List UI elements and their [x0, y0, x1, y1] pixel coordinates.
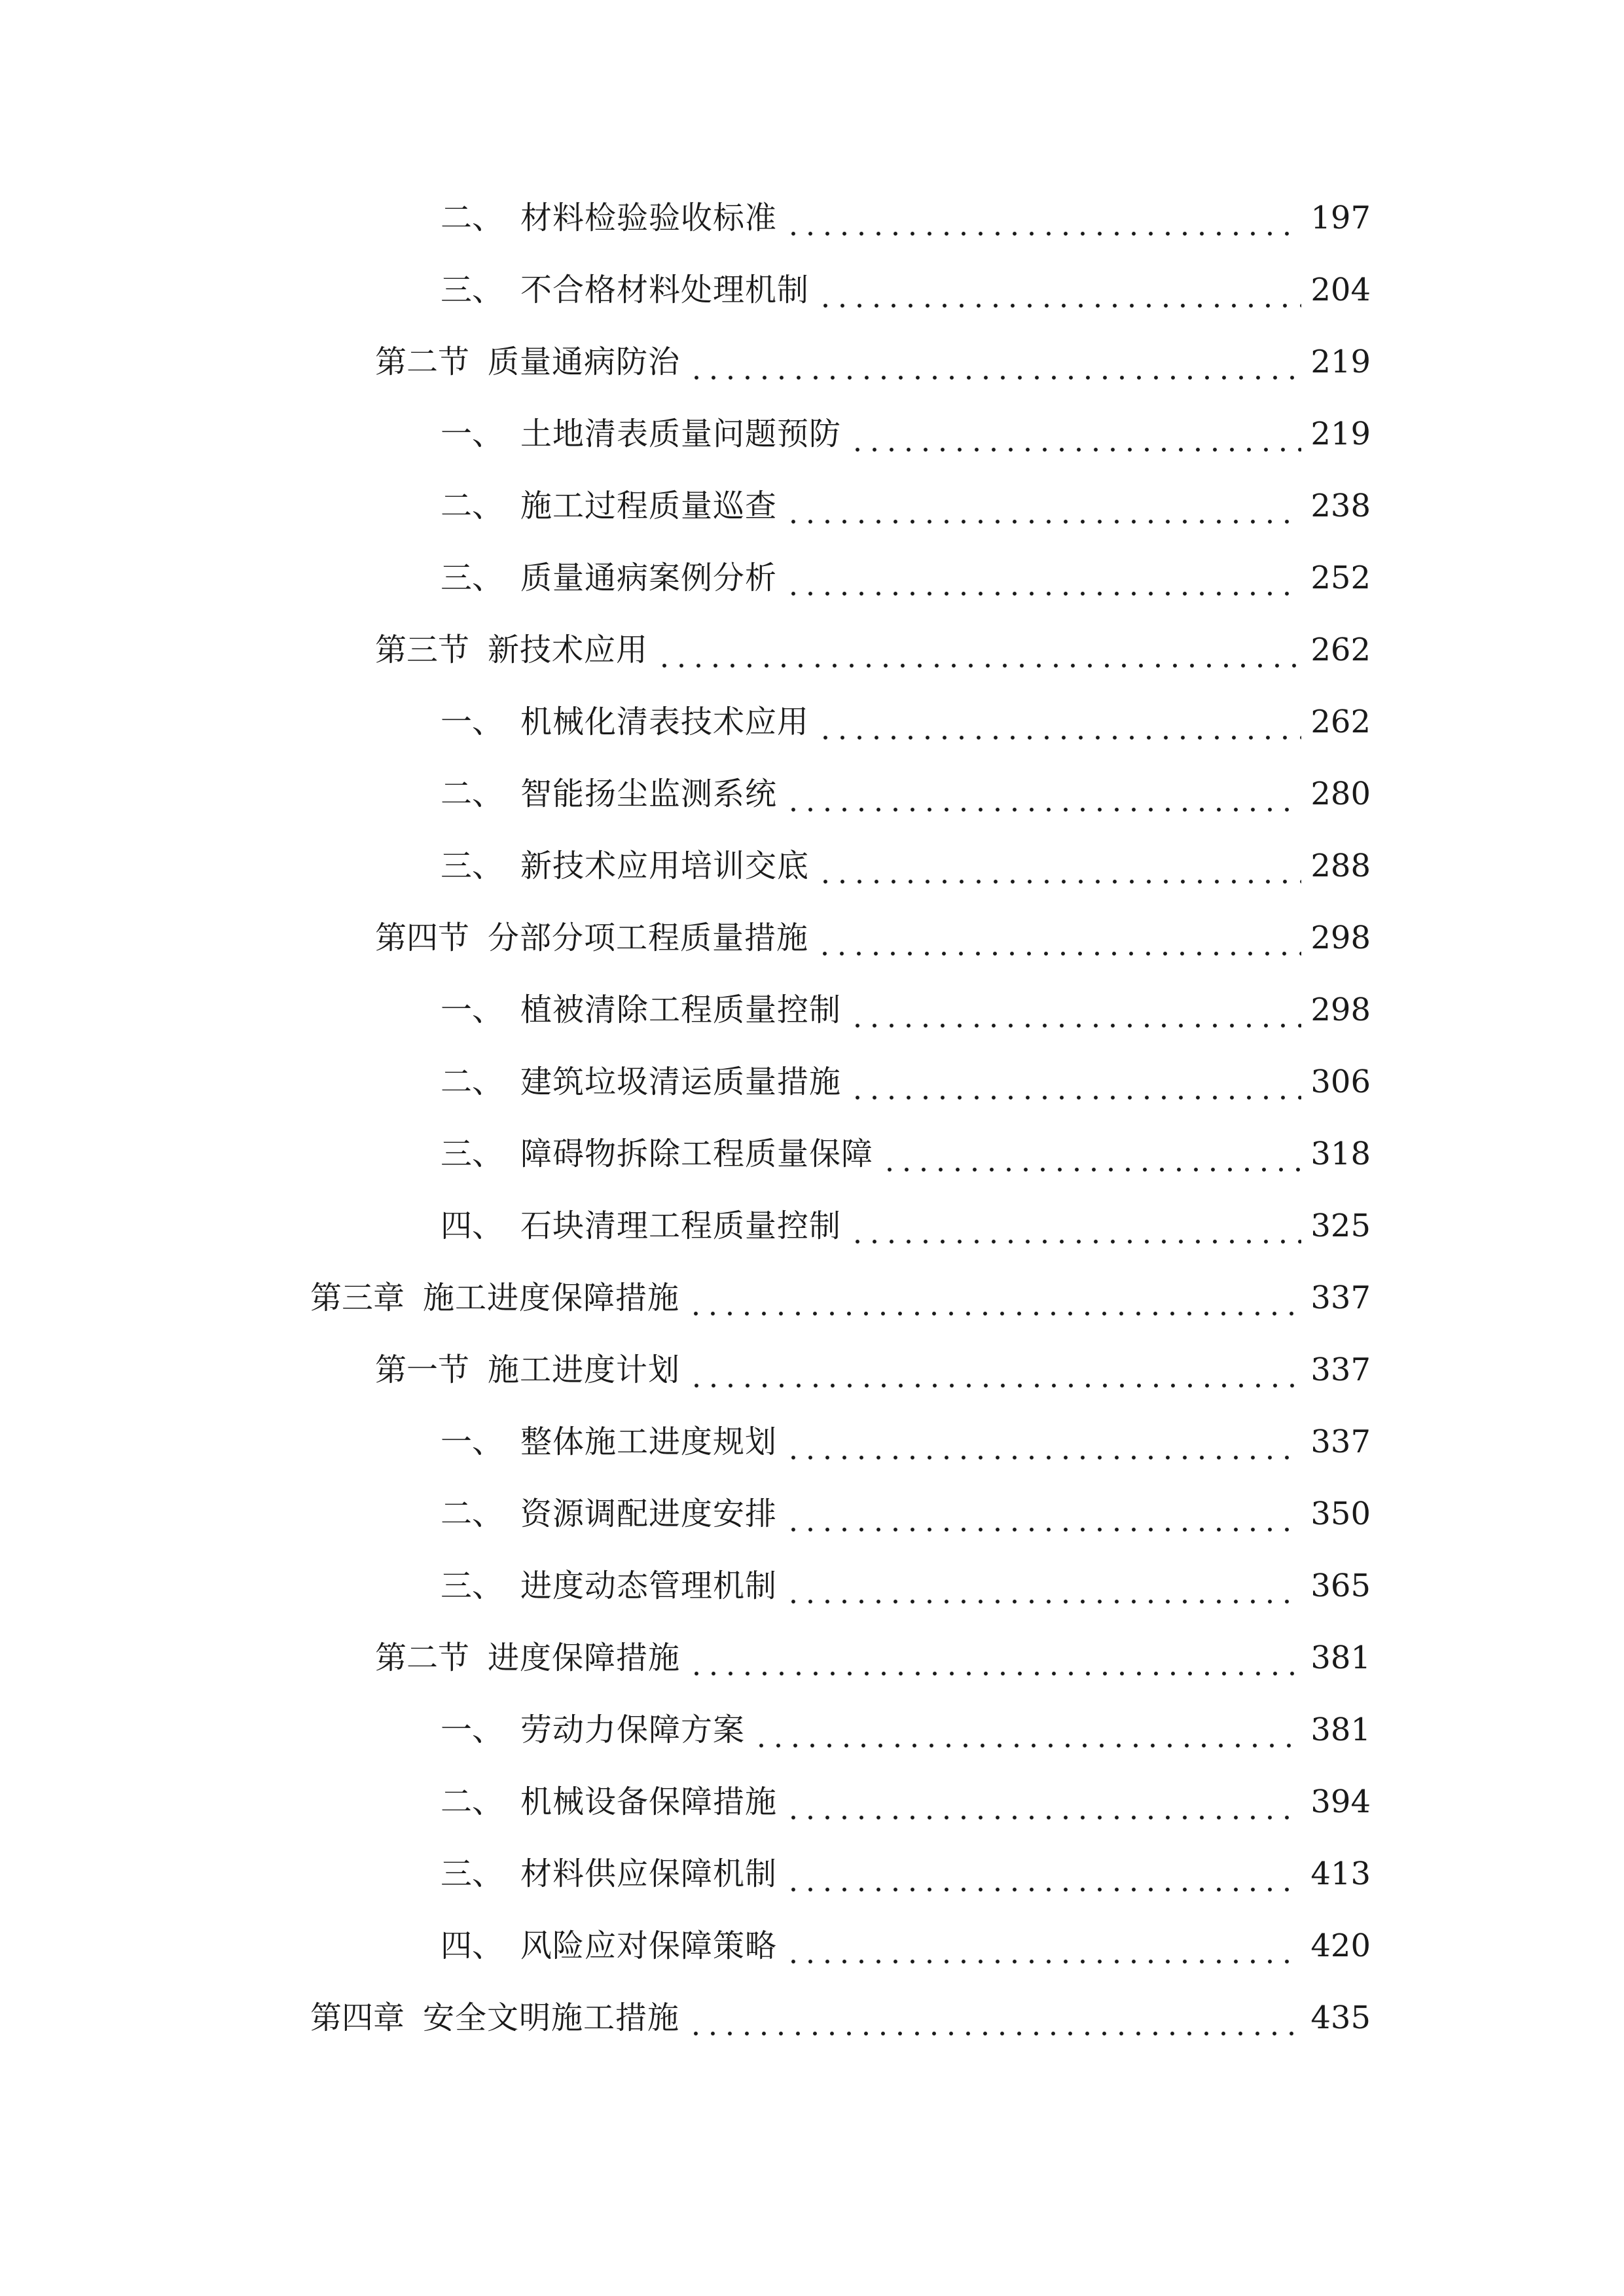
toc-entry-page: 318: [1310, 1136, 1371, 1172]
dot-leader: [817, 696, 1301, 748]
toc-entry-title: 智能扬尘监测系统: [520, 776, 778, 812]
toc-entry-page: 413: [1310, 1856, 1371, 1892]
toc-entry[interactable]: [375, 912, 1371, 964]
toc-entry[interactable]: [441, 1776, 1371, 1828]
toc-entry-page: 337: [1310, 1424, 1371, 1460]
toc-entry-title: 机械化清表技术应用: [520, 704, 810, 740]
toc-entry-page: 204: [1310, 272, 1371, 308]
toc-entry-page: 262: [1310, 704, 1371, 740]
toc-entry[interactable]: [441, 264, 1371, 316]
dot-leader: [849, 408, 1301, 460]
toc-entry-page: 219: [1310, 416, 1371, 452]
toc-entry-title: 机械设备保障措施: [520, 1784, 778, 1820]
toc-entry[interactable]: [441, 1560, 1371, 1612]
toc-entry-page: 298: [1310, 920, 1371, 956]
toc-entry-title: 石块清理工程质量控制: [520, 1208, 842, 1244]
toc-entry-number: 第一节: [375, 1352, 470, 1388]
toc-entry[interactable]: [441, 192, 1371, 244]
toc-entry-page: 306: [1310, 1064, 1371, 1100]
dot-leader: [656, 624, 1301, 676]
toc-entry-title: 资源调配进度安排: [520, 1496, 778, 1532]
toc-entry-number: 二、: [441, 1496, 504, 1532]
toc-entry-title: 施工进度保障措施: [423, 1280, 680, 1316]
toc-entry-number: 三、: [441, 1568, 504, 1604]
toc-entry[interactable]: [375, 1344, 1371, 1396]
toc-entry-number: 三、: [441, 1856, 504, 1892]
toc-entry-title: 进度保障措施: [488, 1640, 681, 1676]
toc-entry-page: 350: [1310, 1496, 1371, 1532]
dot-leader: [849, 1056, 1301, 1108]
toc-entry-number: 四、: [441, 1928, 504, 1964]
toc-entry-title: 新技术应用: [488, 632, 649, 668]
toc-entry-title: 施工进度计划: [488, 1352, 681, 1388]
toc-entry-title: 土地清表质量问题预防: [520, 416, 842, 452]
toc-entry-title: 施工过程质量巡查: [520, 488, 778, 524]
toc-entry-page: 381: [1310, 1712, 1371, 1748]
toc-entry-page: 219: [1310, 344, 1371, 380]
toc-entry-number: 一、: [441, 1712, 504, 1748]
toc-entry-page: 298: [1310, 992, 1371, 1028]
toc-entry-number: 第四节: [375, 920, 470, 956]
toc-entry-title: 材料供应保障机制: [520, 1856, 778, 1892]
toc-entry-number: 三、: [441, 1136, 504, 1172]
toc-entry-page: 337: [1310, 1280, 1371, 1316]
toc-entry-title: 安全文明施工措施: [423, 2000, 680, 2036]
toc-entry-page: 197: [1310, 200, 1371, 236]
dot-leader: [881, 1128, 1301, 1180]
dot-leader: [688, 336, 1301, 388]
toc-entry-number: 二、: [441, 200, 504, 236]
toc-entry-title: 建筑垃圾清运质量措施: [520, 1064, 842, 1100]
dot-leader: [687, 1992, 1301, 2044]
toc-entry-number: 第三章: [310, 1280, 405, 1316]
dot-leader: [849, 1200, 1301, 1252]
toc-entry[interactable]: [441, 480, 1371, 532]
dot-leader: [785, 192, 1301, 244]
toc-entry-number: 第四章: [310, 2000, 405, 2036]
toc-entry[interactable]: [375, 624, 1371, 676]
dot-leader: [688, 1344, 1301, 1396]
toc-entry[interactable]: [441, 1848, 1371, 1900]
toc-entry[interactable]: [441, 984, 1371, 1036]
dot-leader: [785, 480, 1301, 532]
toc-entry[interactable]: [310, 1992, 1371, 2044]
toc-entry[interactable]: [441, 1056, 1371, 1108]
toc-entry-page: 337: [1310, 1352, 1371, 1388]
toc-entry[interactable]: [441, 1704, 1371, 1756]
toc-entry-title: 新技术应用培训交底: [520, 848, 810, 884]
toc-entry[interactable]: [375, 336, 1371, 388]
dot-leader: [817, 264, 1301, 316]
toc-entry-page: 394: [1310, 1784, 1371, 1820]
toc-entry-number: 三、: [441, 848, 504, 884]
dot-leader: [785, 1560, 1301, 1612]
dot-leader: [688, 1632, 1301, 1684]
dot-leader: [785, 1920, 1301, 1972]
toc-entry-title: 分部分项工程质量措施: [488, 920, 809, 956]
toc-entry-title: 障碍物拆除工程质量保障: [520, 1136, 874, 1172]
toc-entry-title: 整体施工进度规划: [520, 1424, 778, 1460]
dot-leader: [785, 1848, 1301, 1900]
dot-leader: [785, 552, 1301, 604]
toc-entry-page: 420: [1310, 1928, 1371, 1964]
toc-entry-page: 325: [1310, 1208, 1371, 1244]
toc-entry[interactable]: [441, 552, 1371, 604]
toc-entry-title: 不合格材料处理机制: [520, 272, 810, 308]
toc-entry[interactable]: [441, 1200, 1371, 1252]
toc-entry[interactable]: [441, 1128, 1371, 1180]
toc-entry-number: 二、: [441, 1784, 504, 1820]
dot-leader: [817, 840, 1301, 892]
toc-entry-title: 劳动力保障方案: [520, 1712, 746, 1748]
dot-leader: [785, 1776, 1301, 1828]
toc-entry-title: 植被清除工程质量控制: [520, 992, 842, 1028]
toc-entry-number: 第三节: [375, 632, 470, 668]
toc-entry-number: 一、: [441, 1424, 504, 1460]
toc-entry[interactable]: [441, 408, 1371, 460]
toc-entry-title: 质量通病防治: [488, 344, 681, 380]
dot-leader: [753, 1704, 1301, 1756]
toc-entry-page: 365: [1310, 1568, 1371, 1604]
dot-leader: [785, 1416, 1301, 1468]
dot-leader: [785, 1488, 1301, 1540]
toc-entry-number: 四、: [441, 1208, 504, 1244]
toc-entry-number: 第二节: [375, 1640, 470, 1676]
dot-leader: [816, 912, 1301, 964]
toc-entry[interactable]: [441, 1488, 1371, 1540]
toc-entry[interactable]: [441, 1920, 1371, 1972]
toc-entry-number: 二、: [441, 1064, 504, 1100]
toc-entry-number: 三、: [441, 560, 504, 596]
toc-entry-title: 材料检验验收标准: [520, 200, 778, 236]
toc-entry[interactable]: [441, 696, 1371, 748]
toc-entry-title: 质量通病案例分析: [520, 560, 778, 596]
toc-entry-number: 一、: [441, 416, 504, 452]
toc-entry-page: 252: [1310, 560, 1371, 596]
dot-leader: [785, 768, 1301, 820]
dot-leader: [687, 1272, 1301, 1324]
toc-entry[interactable]: [441, 1416, 1371, 1468]
toc-entry-page: 435: [1310, 2000, 1371, 2036]
toc-entry-page: 262: [1310, 632, 1371, 668]
toc-entry-page: 238: [1310, 488, 1371, 524]
toc-entry[interactable]: [441, 840, 1371, 892]
toc-entry-number: 第二节: [375, 344, 470, 380]
toc-entry-page: 280: [1310, 776, 1371, 812]
toc-entry-number: 三、: [441, 272, 504, 308]
toc-entry-title: 风险应对保障策略: [520, 1928, 778, 1964]
dot-leader: [849, 984, 1301, 1036]
toc-entry[interactable]: [375, 1632, 1371, 1684]
toc-entry-number: 二、: [441, 488, 504, 524]
toc-entry-title: 进度动态管理机制: [520, 1568, 778, 1604]
toc-entry-page: 381: [1310, 1640, 1371, 1676]
toc-entry[interactable]: [441, 768, 1371, 820]
toc-entry-page: 288: [1310, 848, 1371, 884]
toc-entry-number: 二、: [441, 776, 504, 812]
toc-entry-number: 一、: [441, 992, 504, 1028]
toc-entry-number: 一、: [441, 704, 504, 740]
toc-entry[interactable]: [310, 1272, 1371, 1324]
